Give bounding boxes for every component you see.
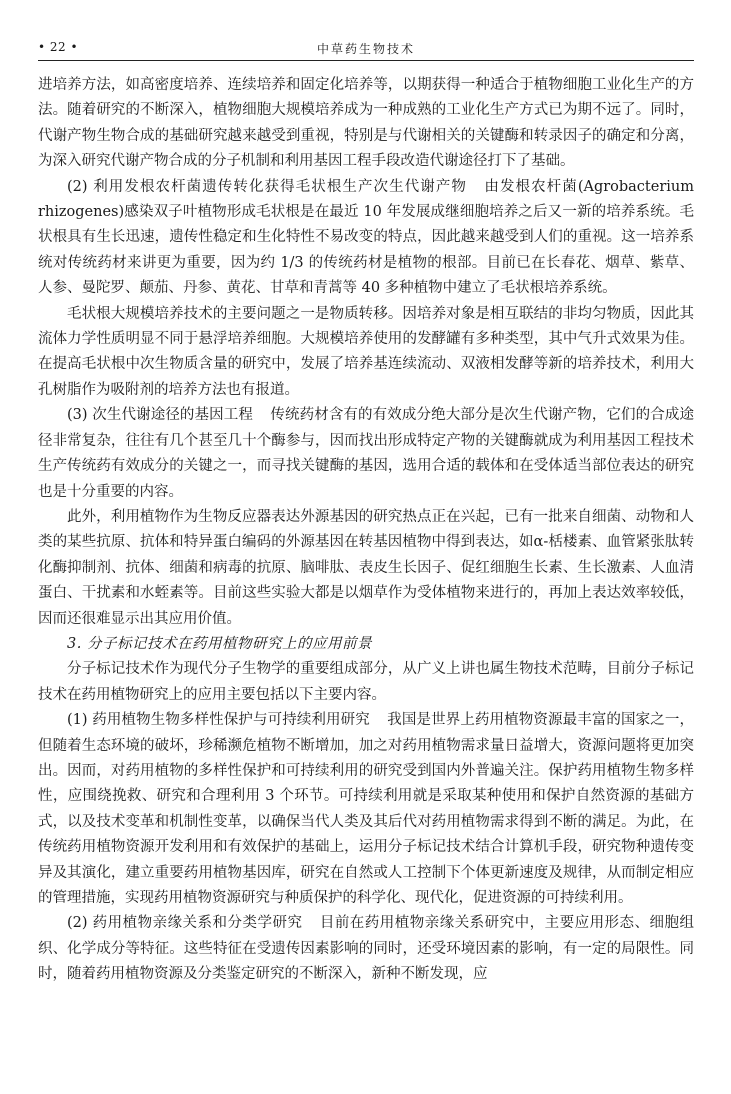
paragraph-text: 毛状根大规模培养技术的主要问题之一是物质转移。因培养对象是相互联结的非均匀物质，因此其流体力学性质明显不同于悬浮培养细胞。大规模培养使用的发酵罐有多种类型，其中气升式效果为佳。在提高毛状根中次生物质含量的研究中，发展了培养基连续流动、双液相发酵等新的培养技术，利用大孔树脂作为吸附剂的培养方法也有报道。: [38, 305, 694, 398]
paragraph-continuation: [38, 73, 694, 175]
paragraph-text: 我国是世界上药用植物资源最丰富的国家之一，但随着生态环境的破坏，珍稀濒危植物不断增加，加之对药用植物需求量日益增大，资源问题将更加突出。因而，对药用植物的多样性保护和可持续利用的研究受到国内外普遍关注。保护药用植物生物多样性，应围绕挽救、研究和合理利用 3 个环节。可持续利用就是采取某种使用和保护自然资源的基础方式，以及技术变革和机制性变革，以确保当代人类及其后代对药用植物需求得到不断的满足。为此，在传统药用植物资源开发利用和有效保护的基础上，运用分子标记技术结合计算机手段，研究物种遗传变异及其演化，建立重要药用植物基因库，研究在自然或人工控制下个体更新速度及规律，从而制定相应的管理措施，实现药用植物资源研究与种质保护的科学化、现代化，促进资源的可持续利用。: [38, 712, 694, 906]
paragraph-lead: (2) 药用植物亲缘关系和分类学研究: [67, 915, 303, 932]
body-text: [38, 73, 694, 988]
paragraph-bioreactor: [38, 505, 694, 632]
paragraph-text: 目前在药用植物亲缘关系研究中，主要应用形态、细胞组织、化学成分等特征。这些特征在受遗传因素影响的同时，还受环境因素的影响，有一定的局限性。同时，随着药用植物资源及分类鉴定研究的不断深入，新种不断发现，应: [38, 915, 694, 983]
paragraph-molecular-markers-intro: [38, 657, 694, 708]
section-title: 3. 分子标记技术在药用植物研究上的应用前景: [67, 635, 372, 652]
running-title: 中草药生物技术: [316, 42, 415, 56]
paragraph-text: 传统药材含有的有效成分绝大部分是次生代谢产物，它们的合成途径非常复杂，往往有几个甚至几十个酶参与，因而找出形成特定产物的关键酶就成为利用基因工程技术生产传统药有效成分的关键之一，而寻找关键酶的基因，选用合适的载体和在受体适当部位表达的研究也是十分重要的内容。: [38, 407, 694, 500]
paragraph-taxonomy: [38, 911, 694, 987]
page-header: [38, 38, 694, 61]
paragraph-lead: (1) 药用植物生物多样性保护与可持续利用研究: [67, 712, 370, 729]
paragraph-biodiversity: [38, 708, 694, 911]
paragraph-text: 此外，利用植物作为生物反应器表达外源基因的研究热点正在兴起，已有一批来自细菌、动物和人类的某些抗原、抗体和特异蛋白编码的外源基因在转基因植物中得到表达，如α-栝楼素、血管紧张肽转化酶抑制剂、抗体、细菌和病毒的抗原、脑啡肽、表皮生长因子、促红细胞生长素、生长激素、人血清蛋白、干扰素和水蛭素等。目前这些实验大都是以烟草作为受体植物来进行的，再加上表达效率较低，因而还很难显示出其应用价值。: [38, 508, 694, 627]
paragraph-mass-transfer: [38, 302, 694, 404]
paragraph-lead: (3) 次生代谢途径的基因工程: [67, 407, 253, 424]
section-heading: [38, 632, 694, 657]
paragraph-lead: (2) 利用发根农杆菌遗传转化获得毛状根生产次生代谢产物: [67, 178, 467, 195]
paragraph-text: 由发根农杆菌(Agrobacterium rhizogenes)感染双子叶植物形成毛状根是在最近 10 年发展成继细胞培养之后又一新的培养系统。毛状根具有生长迅速，遗传性稳定和生化特性不易改变的特点，因此越来越受到人们的重视。这一培养系统对传统药材来讲更为重要，因为约 1/3 的传统药材是植物的根部。目前已在长春花、烟草、紫草、人参、曼陀罗、颠茄、丹参、黄花、甘草和青蒿等 40 多种植物中建立了毛状根培养系统。: [38, 178, 694, 297]
paragraph-text: 分子标记技术作为现代分子生物学的重要组成部分，从广义上讲也属生物技术范畴，目前分子标记技术在药用植物研究上的应用主要包括以下主要内容。: [38, 661, 694, 703]
page-number: • 22 •: [38, 40, 79, 54]
paragraph-text: 进培养方法，如高密度培养、连续培养和固定化培养等，以期获得一种适合于植物细胞工业化生产的方法。随着研究的不断深入，植物细胞大规模培养成为一种成熟的工业化生产方式已为期不远了。同时，代谢产物生物合成的基础研究越来越受到重视，特别是与代谢相关的关键酶和转录因子的确定和分离，为深入研究代谢产物合成的分子机制和利用基因工程手段改造代谢途径打下了基础。: [38, 77, 694, 170]
paragraph-genetic-engineering: [38, 403, 694, 505]
paragraph-hairy-root: [38, 175, 694, 302]
